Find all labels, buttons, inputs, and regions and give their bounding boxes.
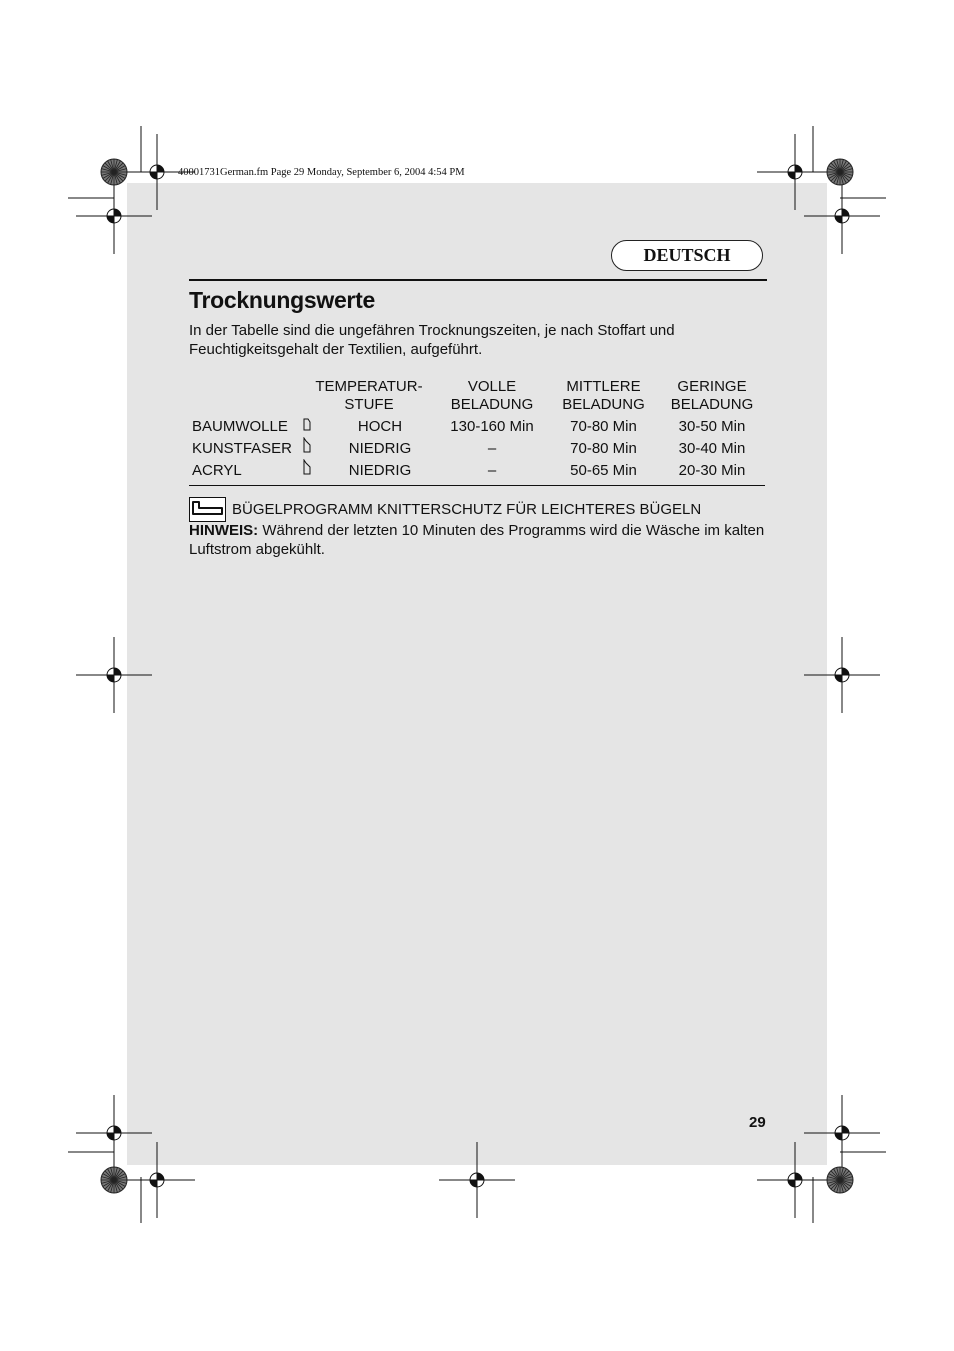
header-temperature: TEMPERATUR- STUFE [315,378,423,413]
table-row [189,459,765,484]
table-bottom-rule [189,485,765,486]
fabric-cell: ACRYL [192,461,242,479]
temperature-cell: NIEDRIG [348,439,412,457]
fabric-cell: BAUMWOLLE [192,418,288,435]
drying-table [189,378,765,484]
crosshair-mark [76,1095,152,1171]
crosshair-mark [757,134,833,210]
low-heat-icon [302,437,324,459]
page-number: 29 [749,1114,766,1131]
crosshair-mark [76,178,152,254]
low-load-cell: 30-50 Min [678,418,746,435]
crosshair-mark [804,178,880,254]
intro-paragraph: In der Tabelle sind die ungefähren Trocknungszeiten, je nach Stoffart und Feuchtigkeitsgehalt der Textilien, aufgeführt. [189,322,675,358]
file-header: 40001731German.fm Page 29 Monday, September 6, 2004 4:54 PM [178,167,465,178]
ironing-program-label: BÜGELPROGRAMM KNITTERSCHUTZ FÜR LEICHTERES BÜGELN [232,501,702,518]
note-paragraph [189,522,767,559]
starburst-mark [101,159,127,185]
header-low-load: GERINGE BELADUNG [670,378,754,413]
page-title: Trocknungswerte [189,287,375,313]
table-header-row [189,378,765,416]
starburst-mark [101,1167,127,1193]
high-heat-icon [302,416,324,437]
starburst-mark [827,159,853,185]
medium-load-cell: 50-65 Min [570,461,637,479]
low-load-cell: 20-30 Min [678,461,746,479]
full-load-cell: – [487,461,497,479]
crosshair-mark [119,1142,195,1218]
note-label: HINWEIS: [189,522,259,539]
crosshair-mark [804,1095,880,1171]
crosshair-mark [804,637,880,713]
crosshair-mark [439,1142,515,1218]
header-fabric [189,378,302,416]
crosshair-mark [76,637,152,713]
starburst-mark [827,1167,853,1193]
crosshair-mark [757,1142,833,1218]
full-load-cell: – [487,439,497,457]
header-rule [189,279,767,281]
low-load-cell: 30-40 Min [678,439,746,457]
starburst-marks [101,159,853,1193]
header-medium-load: MITTLERE BELADUNG [562,378,645,413]
table-row [189,416,765,437]
low-heat-icon [302,459,324,484]
medium-load-cell: 70-80 Min [570,418,637,435]
medium-load-cell: 70-80 Min [570,439,637,457]
language-badge: DEUTSCH [611,240,763,271]
fabric-cell: KUNSTFASER [192,439,293,457]
full-load-cell: 130-160 Min [450,418,534,435]
note-text: Während der letzten 10 Minuten des Programms wird die Wäsche im kalten Luftstrom abgekühlt. [189,522,765,558]
temperature-cell: HOCH [357,418,403,435]
header-full-load: VOLLE BELADUNG [450,378,534,413]
iron-icon [189,497,226,522]
temperature-cell: NIEDRIG [348,461,412,479]
table-row [189,437,765,459]
